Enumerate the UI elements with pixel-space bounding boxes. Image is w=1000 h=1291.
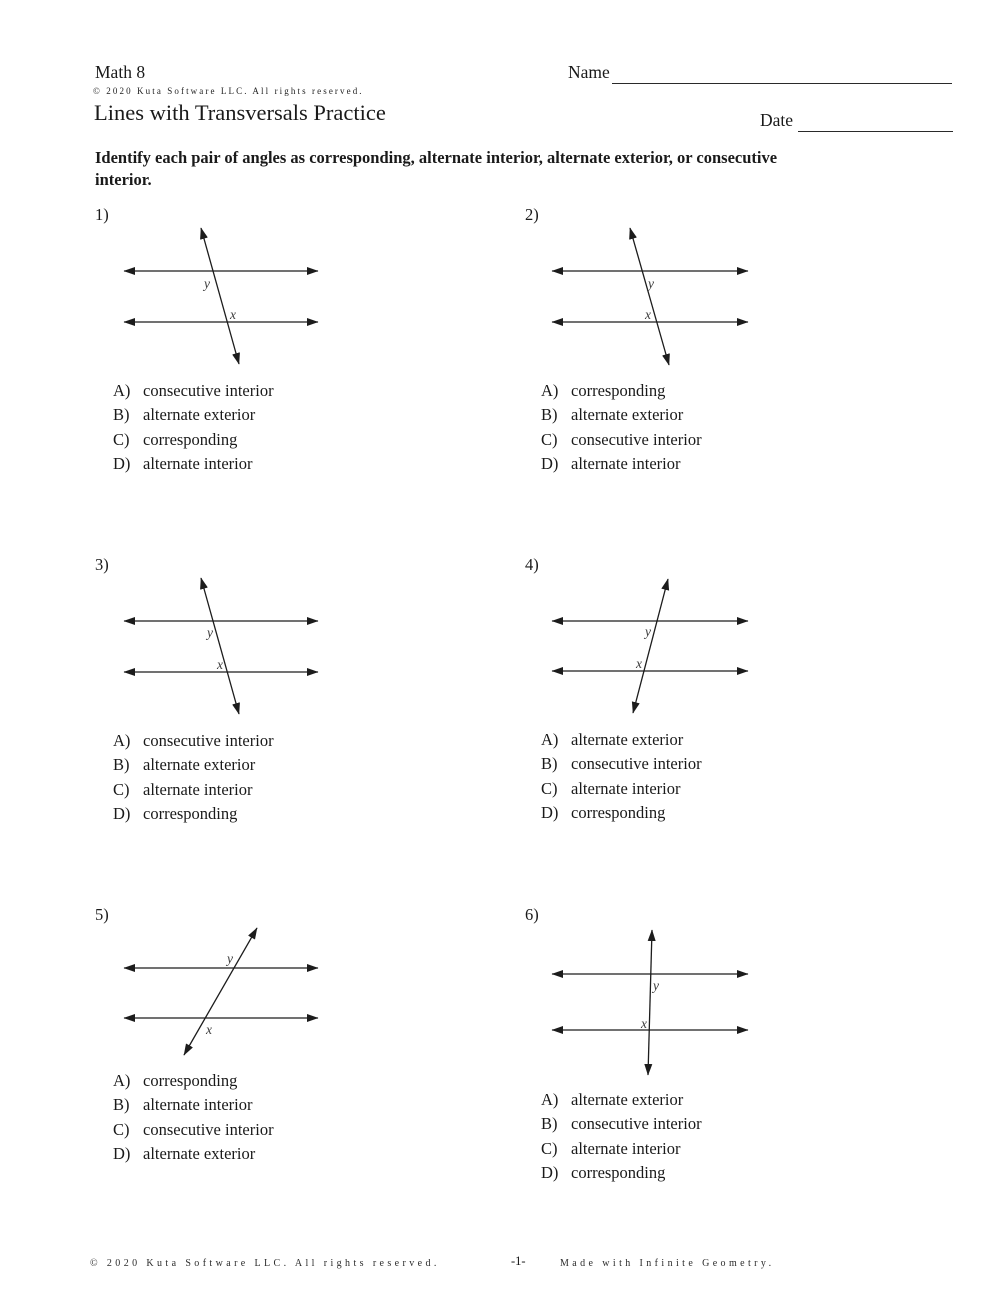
option-text: alternate interior bbox=[571, 778, 681, 798]
option-letter: B) bbox=[541, 754, 558, 774]
option-letter: A) bbox=[113, 731, 131, 750]
footer-copyright: © 2020 Kuta Software LLC. All rights reserved. bbox=[90, 1258, 440, 1269]
angle-label-x: x bbox=[230, 307, 236, 322]
problem-6-option-a[interactable] bbox=[541, 1088, 702, 1112]
option-letter: D) bbox=[541, 803, 559, 823]
problem-1-option-a[interactable] bbox=[113, 379, 274, 403]
option-letter: D) bbox=[541, 1163, 559, 1183]
option-letter: C) bbox=[541, 1138, 558, 1158]
option-text: corresponding bbox=[571, 803, 666, 823]
problem-2-option-a[interactable] bbox=[541, 379, 702, 403]
problem-4-options bbox=[541, 728, 702, 826]
transversal-diagram-6 bbox=[540, 908, 765, 1086]
option-letter: B) bbox=[541, 405, 558, 425]
problem-1-option-b[interactable] bbox=[113, 403, 274, 427]
angle-label-y: y bbox=[227, 951, 233, 966]
option-letter: C) bbox=[541, 778, 558, 798]
option-text: alternate interior bbox=[143, 779, 253, 799]
angle-label-y: y bbox=[207, 625, 213, 640]
option-text: alternate interior bbox=[143, 454, 253, 474]
name-field[interactable] bbox=[612, 83, 952, 84]
problem-5-number: 5) bbox=[95, 905, 109, 924]
option-text: alternate exterior bbox=[143, 1144, 256, 1164]
option-text: alternate exterior bbox=[143, 755, 256, 775]
angle-label-x: x bbox=[641, 1016, 647, 1031]
problem-1-option-d[interactable] bbox=[113, 452, 274, 476]
transversal-diagram-1 bbox=[110, 212, 335, 380]
option-text: corresponding bbox=[143, 429, 238, 449]
angle-label-y: y bbox=[648, 276, 654, 291]
angle-label-x: x bbox=[206, 1022, 212, 1037]
option-text: alternate interior bbox=[143, 1095, 253, 1115]
problem-5-option-c[interactable] bbox=[113, 1118, 274, 1142]
option-letter: A) bbox=[541, 730, 559, 749]
date-label: Date bbox=[760, 110, 794, 130]
option-letter: C) bbox=[541, 429, 558, 449]
option-text: alternate exterior bbox=[143, 405, 256, 425]
option-letter: B) bbox=[113, 405, 130, 425]
angle-label-x: x bbox=[636, 656, 642, 671]
instruction-text: Identify each pair of angles as corresponding, alternate interior, alternate exterior, or consecutive interior. bbox=[95, 148, 778, 189]
option-text: corresponding bbox=[143, 804, 238, 824]
footer-made-with: Made with Infinite Geometry. bbox=[560, 1258, 775, 1269]
transversal-line bbox=[630, 228, 669, 365]
problem-2-number: 2) bbox=[525, 205, 539, 224]
problem-2-options bbox=[541, 379, 702, 477]
problem-4-option-c[interactable] bbox=[541, 777, 702, 801]
angle-label-x: x bbox=[217, 657, 223, 672]
option-text: corresponding bbox=[571, 381, 666, 400]
option-letter: D) bbox=[541, 454, 559, 474]
problem-1-options bbox=[113, 379, 274, 477]
course-label: Math 8 bbox=[95, 62, 146, 82]
problem-1-option-c[interactable] bbox=[113, 428, 274, 452]
option-letter: D) bbox=[113, 454, 131, 474]
option-text: alternate exterior bbox=[571, 730, 684, 749]
option-text: corresponding bbox=[143, 1071, 238, 1090]
option-text: consecutive interior bbox=[143, 1119, 274, 1139]
option-letter: A) bbox=[541, 381, 559, 400]
angle-label-y: y bbox=[204, 276, 210, 291]
problem-3-number: 3) bbox=[95, 555, 109, 574]
problem-1-number: 1) bbox=[95, 205, 109, 224]
problem-2-option-d[interactable] bbox=[541, 452, 702, 476]
angle-label-y: y bbox=[653, 978, 659, 993]
option-text: alternate interior bbox=[571, 1138, 681, 1158]
angle-label-y: y bbox=[645, 624, 651, 639]
page-number: -1- bbox=[511, 1254, 526, 1268]
option-letter: C) bbox=[113, 429, 130, 449]
option-letter: B) bbox=[113, 1095, 130, 1115]
page-title: Lines with Transversals Practice bbox=[94, 100, 386, 125]
date-field[interactable] bbox=[798, 131, 953, 132]
problem-3-options bbox=[113, 729, 274, 827]
transversal-line bbox=[201, 228, 239, 364]
name-label: Name bbox=[568, 62, 610, 82]
problem-3-option-a[interactable] bbox=[113, 729, 274, 753]
option-letter: C) bbox=[113, 779, 130, 799]
option-letter: D) bbox=[113, 804, 131, 824]
option-text: consecutive interior bbox=[571, 429, 702, 449]
transversal-line bbox=[201, 578, 239, 714]
problem-5-option-b[interactable] bbox=[113, 1093, 274, 1117]
option-text: consecutive interior bbox=[143, 731, 274, 750]
option-letter: A) bbox=[541, 1090, 559, 1109]
transversal-line bbox=[633, 579, 668, 713]
option-letter: C) bbox=[113, 1119, 130, 1139]
problem-4-option-d[interactable] bbox=[541, 801, 702, 825]
option-text: alternate exterior bbox=[571, 1090, 684, 1109]
transversal-line bbox=[648, 930, 652, 1075]
header-copyright: © 2020 Kuta Software LLC. All rights reserved. bbox=[93, 86, 364, 96]
problem-2-option-c[interactable] bbox=[541, 428, 702, 452]
transversal-line bbox=[184, 928, 257, 1055]
problem-3-option-c[interactable] bbox=[113, 778, 274, 802]
problem-6-number: 6) bbox=[525, 905, 539, 924]
problem-3-option-b[interactable] bbox=[113, 753, 274, 777]
option-text: consecutive interior bbox=[571, 754, 702, 774]
problem-3-option-d[interactable] bbox=[113, 802, 274, 826]
transversal-diagram-5 bbox=[110, 908, 335, 1070]
option-text: alternate interior bbox=[571, 454, 681, 474]
option-letter: B) bbox=[113, 755, 130, 775]
problem-6-option-b[interactable] bbox=[541, 1112, 702, 1136]
problem-5-option-a[interactable] bbox=[113, 1069, 274, 1093]
problem-4-option-b[interactable] bbox=[541, 752, 702, 776]
problem-6-options bbox=[541, 1088, 702, 1186]
transversal-diagram-4 bbox=[540, 562, 765, 730]
problem-6-option-c[interactable] bbox=[541, 1137, 702, 1161]
option-letter: A) bbox=[113, 381, 131, 400]
option-letter: A) bbox=[113, 1071, 131, 1090]
option-text: consecutive interior bbox=[143, 381, 274, 400]
option-text: corresponding bbox=[571, 1163, 666, 1183]
option-text: alternate exterior bbox=[571, 405, 684, 425]
transversal-diagram-3 bbox=[110, 562, 335, 730]
problem-5-option-d[interactable] bbox=[113, 1142, 274, 1166]
problem-2-option-b[interactable] bbox=[541, 403, 702, 427]
transversal-diagram-2 bbox=[540, 212, 765, 380]
option-letter: B) bbox=[541, 1114, 558, 1134]
problem-4-option-a[interactable] bbox=[541, 728, 702, 752]
angle-label-x: x bbox=[645, 307, 651, 322]
problem-4-number: 4) bbox=[525, 555, 539, 574]
problem-6-option-d[interactable] bbox=[541, 1161, 702, 1185]
option-letter: D) bbox=[113, 1144, 131, 1164]
problem-5-options bbox=[113, 1069, 274, 1167]
option-text: consecutive interior bbox=[571, 1114, 702, 1134]
